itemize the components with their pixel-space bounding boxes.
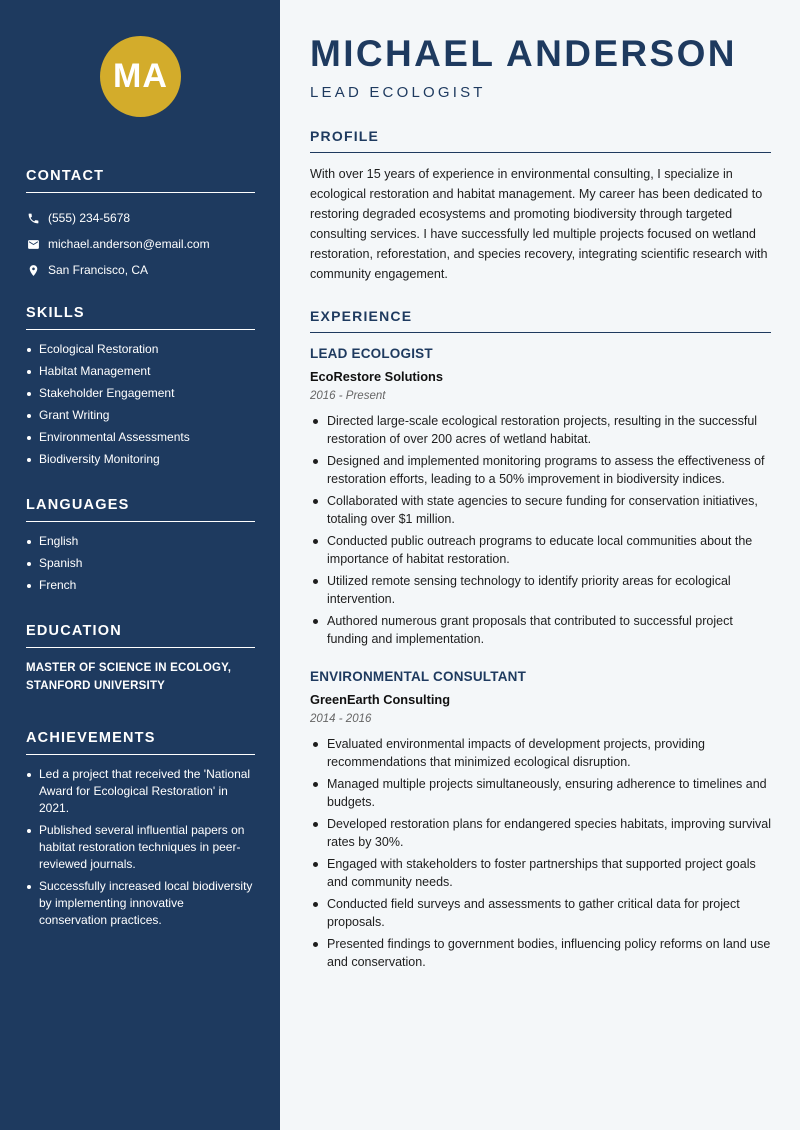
job-dates: 2016 - Present [310, 390, 386, 402]
job-bullet: Managed multiple projects simultaneously, ensuring adherence to timelines and budgets. [310, 775, 771, 811]
job-company: EcoRestore Solutions [310, 369, 443, 384]
job-bullet: Authored numerous grant proposals that contributed to successful project funding and implementation. [310, 612, 771, 648]
contact-phone [26, 205, 255, 231]
job-bullets [310, 412, 771, 648]
education-heading: EDUCATION [26, 623, 255, 648]
contact-list [26, 205, 255, 283]
education-section [26, 623, 255, 695]
candidate-name: MICHAEL ANDERSON [310, 33, 737, 74]
languages-section [26, 497, 255, 599]
contact-location [26, 257, 255, 283]
achievement-item: Led a project that received the 'National Award for Ecological Restoration' in 2021. [26, 766, 255, 817]
skills-section [26, 305, 255, 473]
languages-list [26, 533, 255, 594]
contact-section [26, 168, 255, 283]
contact-heading: CONTACT [26, 168, 255, 193]
email-text: michael.anderson@email.com [48, 237, 210, 251]
skill-item: Biodiversity Monitoring [26, 451, 255, 468]
avatar-initials: MA [113, 57, 168, 95]
job-entry [310, 346, 771, 652]
profile-heading: PROFILE [310, 128, 771, 153]
job-bullets [310, 735, 771, 971]
achievements-list [26, 766, 255, 929]
experience-heading: EXPERIENCE [310, 308, 771, 333]
job-bullet: Evaluated environmental impacts of development projects, providing recommendations that minimized ecological disruption. [310, 735, 771, 771]
location-pin-icon [26, 263, 40, 277]
job-bullet: Developed restoration plans for endangered species habitats, improving survival rates by 30%. [310, 815, 771, 851]
job-bullet: Conducted public outreach programs to educate local communities about the importance of habitat restoration. [310, 532, 771, 568]
avatar [100, 36, 181, 117]
sidebar [0, 0, 280, 1130]
location-text: San Francisco, CA [48, 263, 149, 277]
skills-heading: SKILLS [26, 305, 255, 330]
job-bullet: Conducted field surveys and assessments to gather critical data for project proposals. [310, 895, 771, 931]
profile-text: With over 15 years of experience in environmental consulting, I specialize in ecological restoration and habitat management. My career has been dedicated to restoring degraded ecosystems and promoting biodiversity through targeted consulting services. I have successfully led multiple projects focused on wetland restoration, reforestation, and species recovery, integrating scientific research with community engagement. [310, 167, 768, 281]
skill-item: Ecological Restoration [26, 341, 255, 358]
skill-item: Environmental Assessments [26, 429, 255, 446]
job-title: ENVIRONMENTAL CONSULTANT [310, 669, 527, 684]
language-item: French [26, 577, 255, 594]
education-degree: MASTER OF SCIENCE IN ECOLOGY, STANFORD UNIVERSITY [26, 662, 232, 692]
achievement-item: Successfully increased local biodiversity by implementing innovative conservation practices. [26, 878, 255, 929]
email-icon [26, 237, 40, 251]
job-title: LEAD ECOLOGIST [310, 346, 433, 361]
achievements-heading: ACHIEVEMENTS [26, 730, 255, 755]
language-item: English [26, 533, 255, 550]
contact-email [26, 231, 255, 257]
job-bullet: Utilized remote sensing technology to identify priority areas for ecological intervention. [310, 572, 771, 608]
job-dates: 2014 - 2016 [310, 713, 372, 725]
achievement-item: Published several influential papers on habitat restoration techniques in peer-reviewed journals. [26, 822, 255, 873]
achievements-section [26, 730, 255, 934]
phone-icon [26, 211, 40, 225]
job-bullet: Directed large-scale ecological restoration projects, resulting in the successful restoration of over 200 acres of wetland habitat. [310, 412, 771, 448]
skill-item: Grant Writing [26, 407, 255, 424]
job-bullet: Collaborated with state agencies to secure funding for conservation initiatives, totaling over $1 million. [310, 492, 771, 528]
job-bullet: Engaged with stakeholders to foster partnerships that supported project goals and community needs. [310, 855, 771, 891]
languages-heading: LANGUAGES [26, 497, 255, 522]
job-entry [310, 669, 771, 975]
phone-text: (555) 234-5678 [48, 211, 131, 225]
skills-list [26, 341, 255, 468]
job-company: GreenEarth Consulting [310, 692, 451, 707]
candidate-title: LEAD ECOLOGIST [310, 84, 486, 101]
language-item: Spanish [26, 555, 255, 572]
job-bullet: Presented findings to government bodies, influencing policy reforms on land use and conservation. [310, 935, 771, 971]
skill-item: Habitat Management [26, 363, 255, 380]
skill-item: Stakeholder Engagement [26, 385, 255, 402]
job-bullet: Designed and implemented monitoring programs to assess the effectiveness of restoration efforts, leading to a 50% improvement in biodiversity indices. [310, 452, 771, 488]
